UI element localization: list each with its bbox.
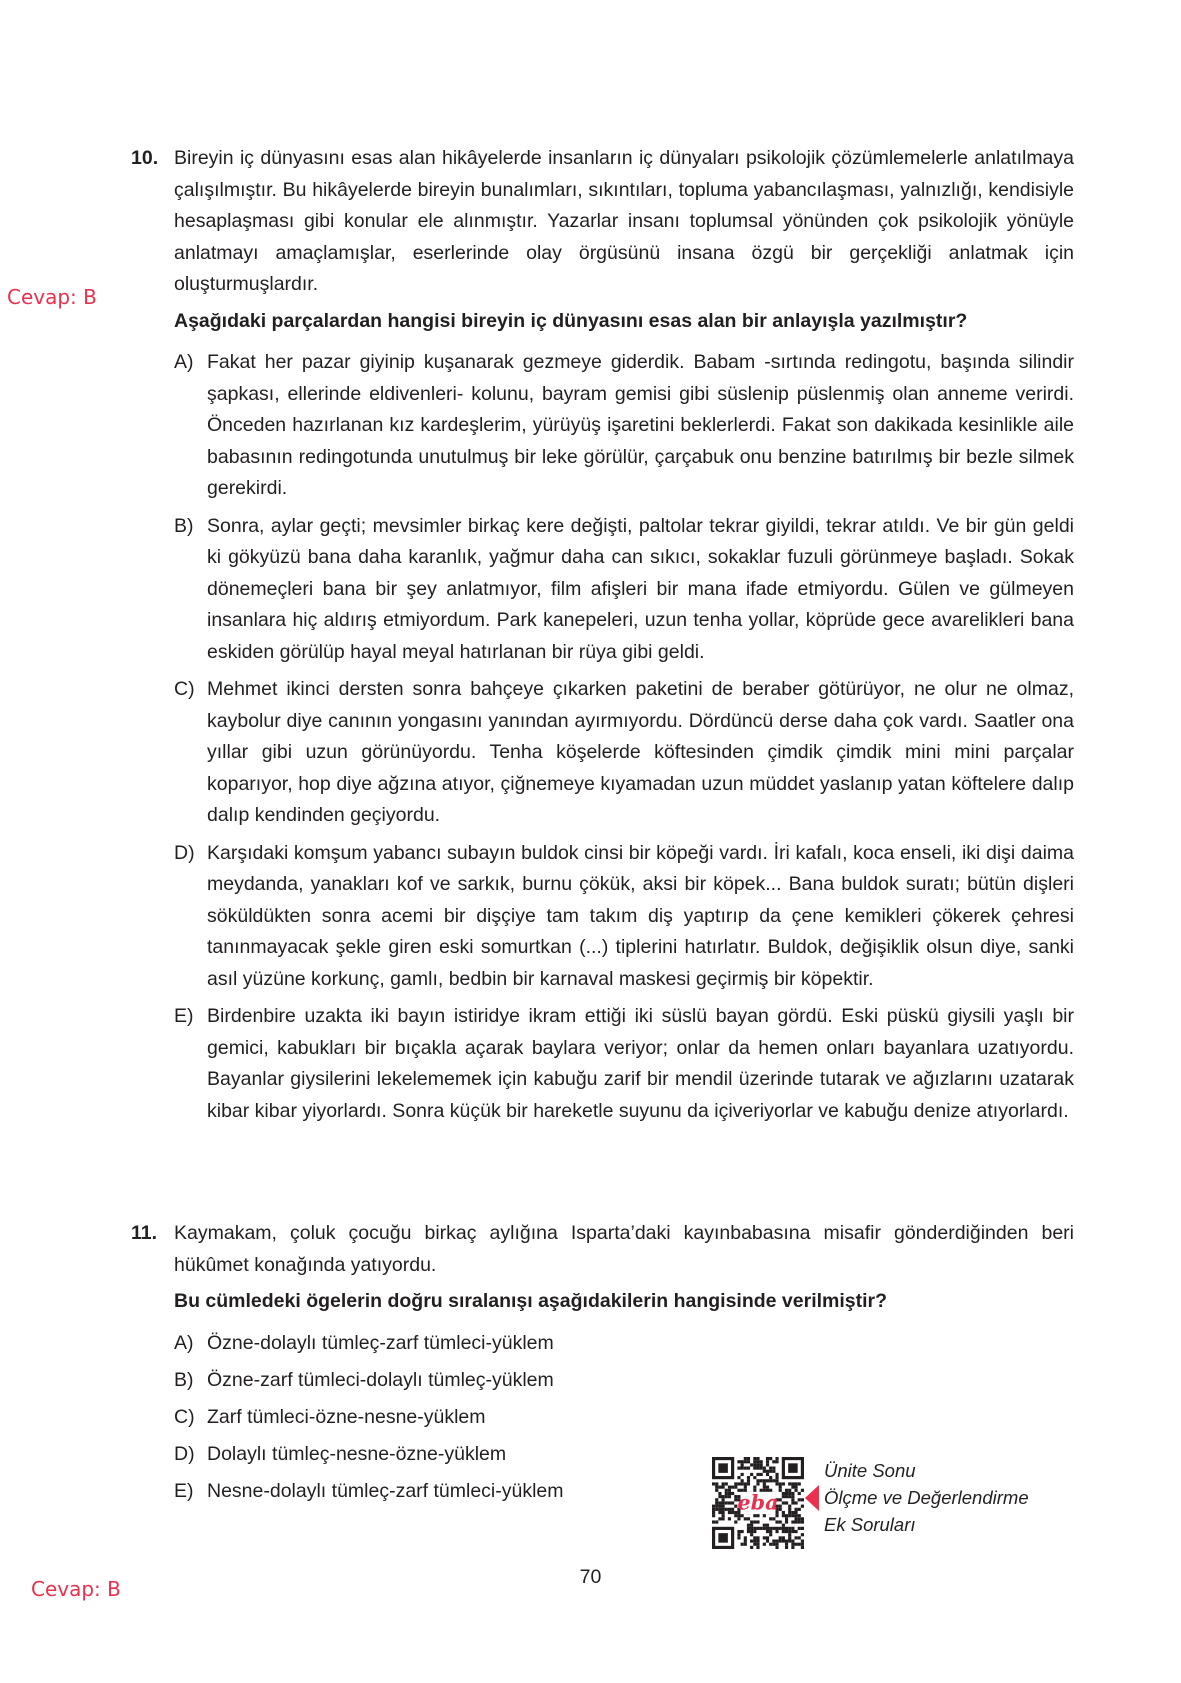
option-letter: C) [174,1405,195,1428]
option-e[interactable] [174,1001,1074,1127]
qr-code-icon[interactable] [712,1457,804,1549]
question-number: 11. [131,1222,158,1244]
arrow-left-icon [805,1485,819,1511]
option-a[interactable] [174,1328,1074,1360]
question-stem: Bireyin iç dünyasını esas alan hikâyelerde insanların iç dünyaları psikolojik çözümlemelerle anlatılmaya çalışılmıştır. Bu hikâyelerde bireyin bunalımları, sıkıntıları, topluma yabancılaşması, yalnızlığı, kendisiyle hesaplaşması gibi konular ele alınmıştır. Yazarlar insanı toplumsal yönünden çok psikolojik yönüyle anlatmayı amaçlamışlar, eserlerinde olay örgüsünü insana özgü bir gerçekliği anlatmak için oluşturmuşlardır. [174,147,1074,295]
option-text: Fakat her pazar giyinip kuşanarak gezmeye giderdik. Babam -sırtında redingotu, başında silindir şapkası, ellerinde eldivenleri- kolunu, bayram gemisi gibi süslenip püslenmiş olan anneme verirdi. Önceden hazırlanan kız kardeşlerim, yürüyüş işaretini beklerlerdi. Fakat son dakikada kesinlikle aile babasının redingotunda unutulmuş bir leke görülür, çarçabuk onu benzine batırılmış bir bezle silmek gerekirdi. [207,351,1074,499]
option-c[interactable] [174,674,1074,832]
question-prompt: Aşağıdaki parçalardan hangisi bireyin iç dünyasını esas alan bir anlayışla yazılmıştır? [174,309,968,332]
qr-caption [824,1457,1029,1538]
option-text: Nesne-dolaylı tümleç-zarf tümleci-yüklem [207,1479,564,1502]
answer-note-q11: Cevap: B [31,1577,121,1601]
option-b[interactable] [174,511,1074,669]
option-letter: E) [174,1479,194,1502]
page-number: 70 [579,1566,602,1588]
eba-qr-block[interactable] [712,1457,1032,1553]
option-text: Özne-zarf tümleci-dolaylı tümleç-yüklem [207,1368,554,1391]
qr-caption-line: Ek Soruları [824,1514,916,1535]
option-text: Mehmet ikinci dersten sonra bahçeye çıkarken paketini de beraber götürüyor, ne olur ne olmaz, kaybolur diye canının yongasını yanından ayırmıyordu. Dördüncü derse daha çok vardı. Saatler ona yıllar gibi uzun görünüyordu. Tenha köşelerde köftesinden çimdik çimdik mini mini parçalar koparıyor, hop diye ağzına atıyor, çiğnemeye kıyamadan uzun müddet yaslanıp yatan köftelere dalıp dalıp kendinden geçiyordu. [207,678,1074,826]
option-d[interactable] [174,838,1074,996]
option-letter: A) [174,1331,194,1354]
question-10 [131,143,1074,1133]
option-letter: E) [174,1005,194,1027]
option-letter: B) [174,514,194,537]
option-text: Özne-dolaylı tümleç-zarf tümleci-yüklem [207,1331,554,1354]
option-text: Zarf tümleci-özne-nesne-yüklem [207,1405,486,1428]
question-body [174,143,1074,1127]
qr-caption-line: Ölçme ve Değerlendirme [824,1487,1029,1508]
option-letter: A) [174,351,194,373]
question-stem: Kaymakam, çoluk çocuğu birkaç aylığına Isparta’daki kayınbabasına misafir gönderdiğinden beri hükûmet konağında yatıyordu. [174,1222,1074,1276]
option-c[interactable] [174,1402,1074,1434]
option-text: Birdenbire uzakta iki bayın istiridye ikram ettiği iki süslü bayan gördü. Eski püskü giysili yaşlı bir gemici, kabukları bir bıçakla açarak baylara veriyor; onlar da hemen onları bayanlara uzatıyordu. Bayanlar giysilerini lekelememek için kabuğu zarif bir mendil üzerinde tutarak ve ağızlarını uzatarak kibar kibar yiyorlardı. Sonra küçük bir hareketle suyunu da içiveriyorlar ve kabuğu denize atıyorlardı. [207,1005,1074,1122]
question-prompt: Bu cümledeki ögelerin doğru sıralanışı aşağıdakilerin hangisinde verilmiştir? [174,1290,888,1312]
option-letter: B) [174,1368,194,1391]
option-letter: D) [174,1442,195,1465]
option-letter: D) [174,841,195,864]
answer-note-q10: Cevap: B [7,285,97,309]
option-text: Dolaylı tümleç-nesne-özne-yüklem [207,1442,507,1465]
option-b[interactable] [174,1365,1074,1397]
option-a[interactable] [174,347,1074,505]
question-number: 10. [131,147,159,169]
qr-caption-line: Ünite Sonu [824,1460,916,1481]
eba-logo: eba [737,1490,779,1515]
option-letter: C) [174,678,195,700]
option-text: Karşıdaki komşum yabancı subayın buldok cinsi bir köpeği vardı. İri kafalı, koca enseli, iki dişi daima meydanda, yanakları kof ve sarkık, burnu çökük, aksi bir köpek... Bana buldok suratı; bütün dişleri söküldükten sonra acemi bir dişçiye tam takım diş yaptırıp da çene kemikleri çökerek çehresi tanınmayacak şekle giren eski somurtkan (...) tiplerini hatırlatır. Buldok, değişiklik olsun diye, sanki asıl yüzüne korkunç, gamlı, bedbin bir karnaval maskesi geçirmiş bir köpektir. [207,841,1074,990]
option-text: Sonra, aylar geçti; mevsimler birkaç kere değişti, paltolar tekrar giyildi, tekrar atıldı. Ve bir gün geldi ki gökyüzü bana daha karanlık, yağmur daha can sıkıcı, sokaklar fuzuli görünmeye başladı. Sokak dönemeçleri bana bir şey anlatmıyor, film afişleri bir mana ifade etmiyordu. Gülen ve gülmeyen insanlara hiç aldırış etmiyordum. Park kanepeleri, uzun tenha yollar, köprüde gece avarelikleri bana eskiden görülüp hayal meyal hatırlanan bir rüya gibi geldi. [207,514,1074,663]
